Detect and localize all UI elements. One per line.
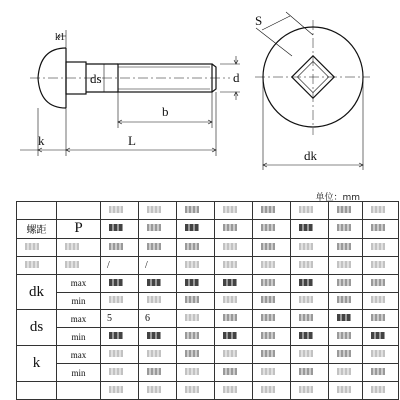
sub-max: max — [57, 274, 101, 292]
table-row — [17, 346, 399, 364]
bolt-top-view — [255, 20, 370, 135]
sub-max: max — [57, 310, 101, 328]
b-label: b — [162, 104, 169, 119]
table-row — [17, 202, 399, 220]
slash-mark: / — [139, 256, 177, 274]
top-dimensions — [256, 12, 363, 170]
bolt-side-view — [30, 48, 230, 108]
slash-mark: / — [101, 256, 139, 274]
param-ds: ds — [17, 310, 57, 346]
table-row — [17, 256, 399, 274]
pitch-label: 螺距 — [17, 219, 57, 238]
table-row — [17, 238, 399, 256]
sub-min: min — [57, 292, 101, 310]
table-row — [17, 292, 399, 310]
table-row — [17, 274, 399, 292]
table-row — [17, 328, 399, 346]
sub-min: min — [57, 364, 101, 382]
table-row — [17, 381, 399, 399]
L-label: L — [128, 133, 136, 148]
sub-max: max — [57, 346, 101, 364]
k-label: k — [38, 133, 45, 148]
param-dk: dk — [17, 274, 57, 310]
ds-label: ds — [90, 71, 102, 86]
k1-label: k1 — [55, 32, 65, 43]
unit-label: 单位：mm — [315, 193, 360, 203]
ds-max-value: 5 — [101, 310, 139, 328]
dk-label: dk — [304, 148, 317, 163]
ds-max-value: 6 — [139, 310, 177, 328]
spec-table — [16, 201, 399, 400]
S-label: S — [255, 13, 263, 28]
table-row — [17, 310, 399, 328]
sub-min: min — [57, 328, 101, 346]
table-row — [17, 364, 399, 382]
pitch-symbol: P — [57, 219, 101, 238]
d-label: d — [233, 70, 240, 85]
param-k: k — [17, 346, 57, 382]
table-row — [17, 219, 399, 238]
